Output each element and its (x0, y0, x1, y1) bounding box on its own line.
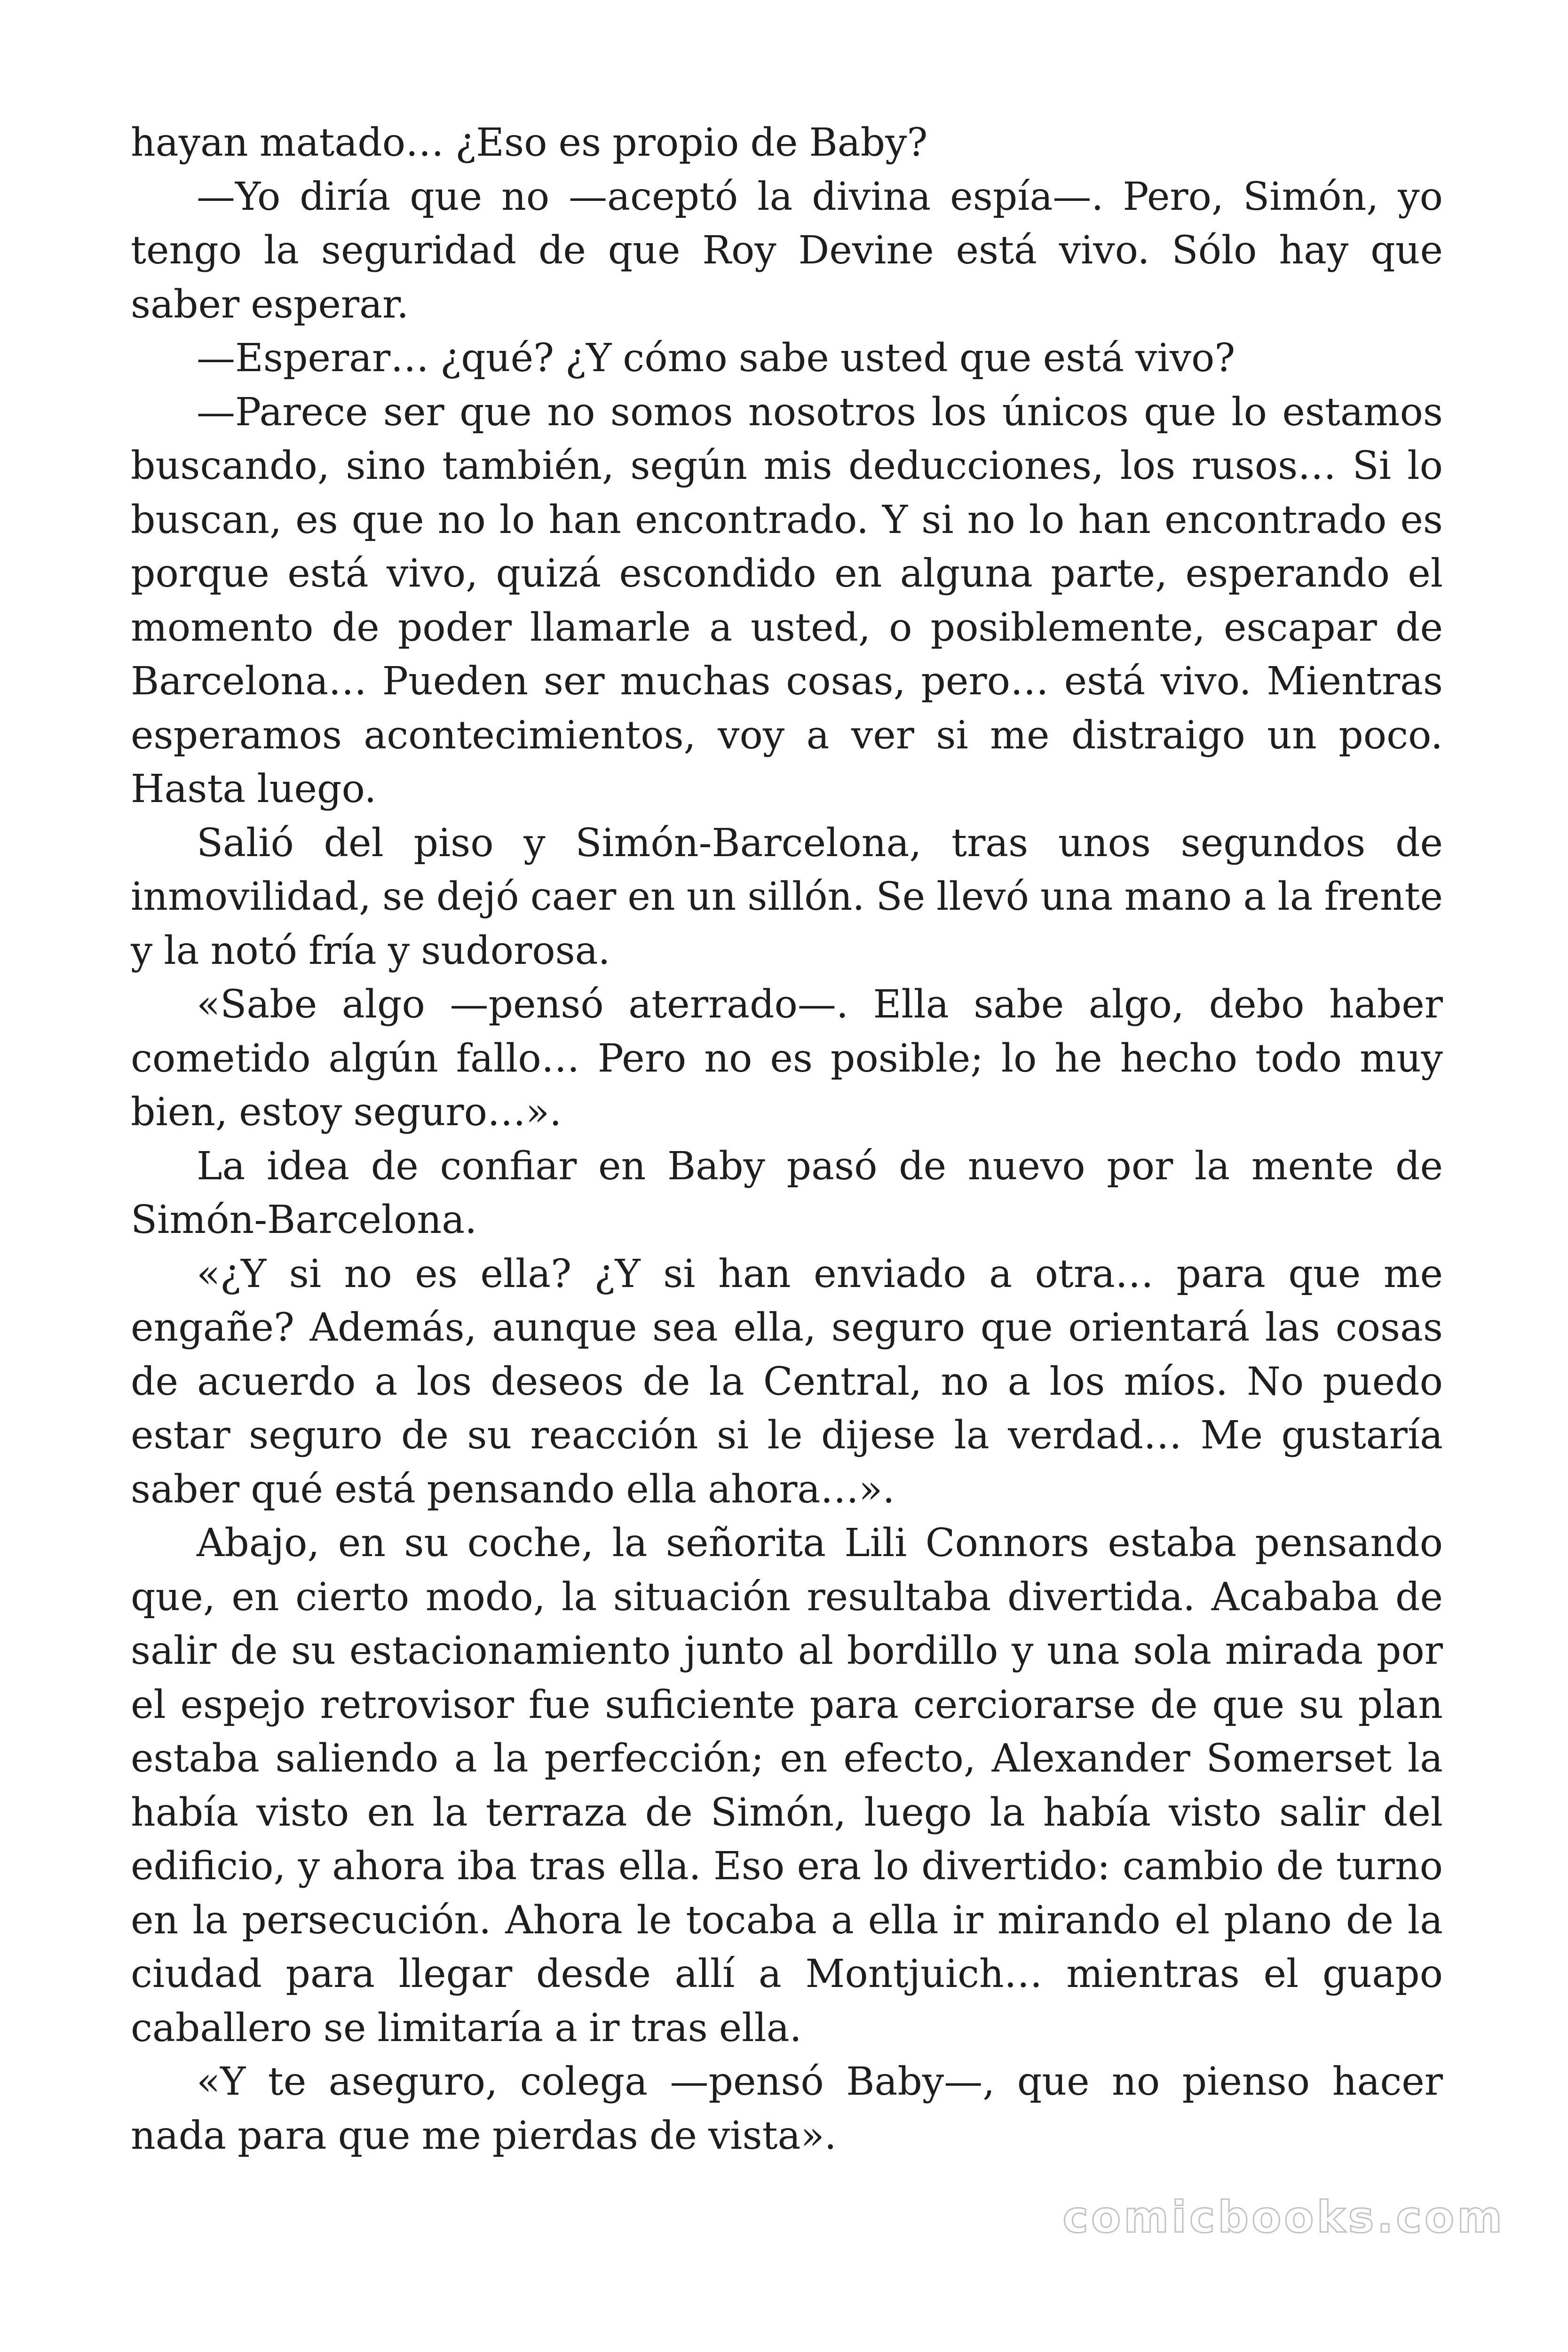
paragraph: —Esperar… ¿qué? ¿Y cómo sabe usted que está vivo? (197, 336, 1235, 381)
paragraph: Abajo, en su coche, la señorita Lili Connors estaba pensando que, en cierto modo, la situación resultaba divertida. Acababa de salir de su estacionamiento junto al bordillo y una sola mirada por el espejo retrovisor fue suficiente para cerciorarse de que su plan estaba saliendo a la perfección; en efecto, Alexander Somerset la había visto en la terraza de Simón, luego la había visto salir del edificio, y ahora iba tras ella. Eso era lo divertido: cambio de turno en la persecución. Ahora le tocaba a ella ir mirando el plano de la ciudad para llegar desde allí a Montjuich… mientras el guapo caballero se limitaría a ir tras ella. (131, 1521, 1443, 2050)
paragraph: —Parece ser que no somos nosotros los únicos que lo estamos buscando, sino también, según mis deducciones, los rusos… Si lo buscan, es que no lo han encontrado. Y si no lo han encontrado es porque está vivo, quizá escondido en alguna parte, esperando el momento de poder llamarle a usted, o posiblemente, escapar de Barcelona… Pueden ser muchas cosas, pero… está vivo. Mientras esperamos acontecimientos, voy a ver si me distraigo un poco. Hasta luego. (131, 389, 1443, 811)
paragraph: —Yo diría que no —aceptó la divina espía—. Pero, Simón, yo tengo la seguridad de que Roy Devine está vivo. Sólo hay que saber esperar. (131, 174, 1443, 327)
paragraph: «Sabe algo —pensó aterrado—. Ella sabe algo, debo haber cometido algún fallo… Pero no es posible; lo he hecho todo muy bien, estoy seguro…». (131, 982, 1443, 1135)
watermark: comicbooks.com (1062, 2192, 1505, 2242)
body-text (131, 116, 1443, 2163)
paragraph: «¿Y si no es ella? ¿Y si han enviado a otra… para que me engañe? Además, aunque sea ella, seguro que orientará las cosas de acuerdo a los deseos de la Central, no a los míos. No puedo estar seguro de su reacción si le dijese la verdad… Me gustaría saber qué está pensando ella ahora…». (131, 1251, 1443, 1512)
paragraph: La idea de confiar en Baby pasó de nuevo por la mente de Simón-Barcelona. (131, 1144, 1443, 1242)
paragraph: Salió del piso y Simón-Barcelona, tras unos segundos de inmovilidad, se dejó caer en un sillón. Se llevó una mano a la frente y la notó fría y sudorosa. (131, 820, 1443, 973)
paragraph: hayan matado… ¿Eso es propio de Baby? (131, 120, 928, 165)
paragraph: «Y te aseguro, colega —pensó Baby—, que no pienso hacer nada para que me pierdas de vista». (131, 2059, 1443, 2158)
